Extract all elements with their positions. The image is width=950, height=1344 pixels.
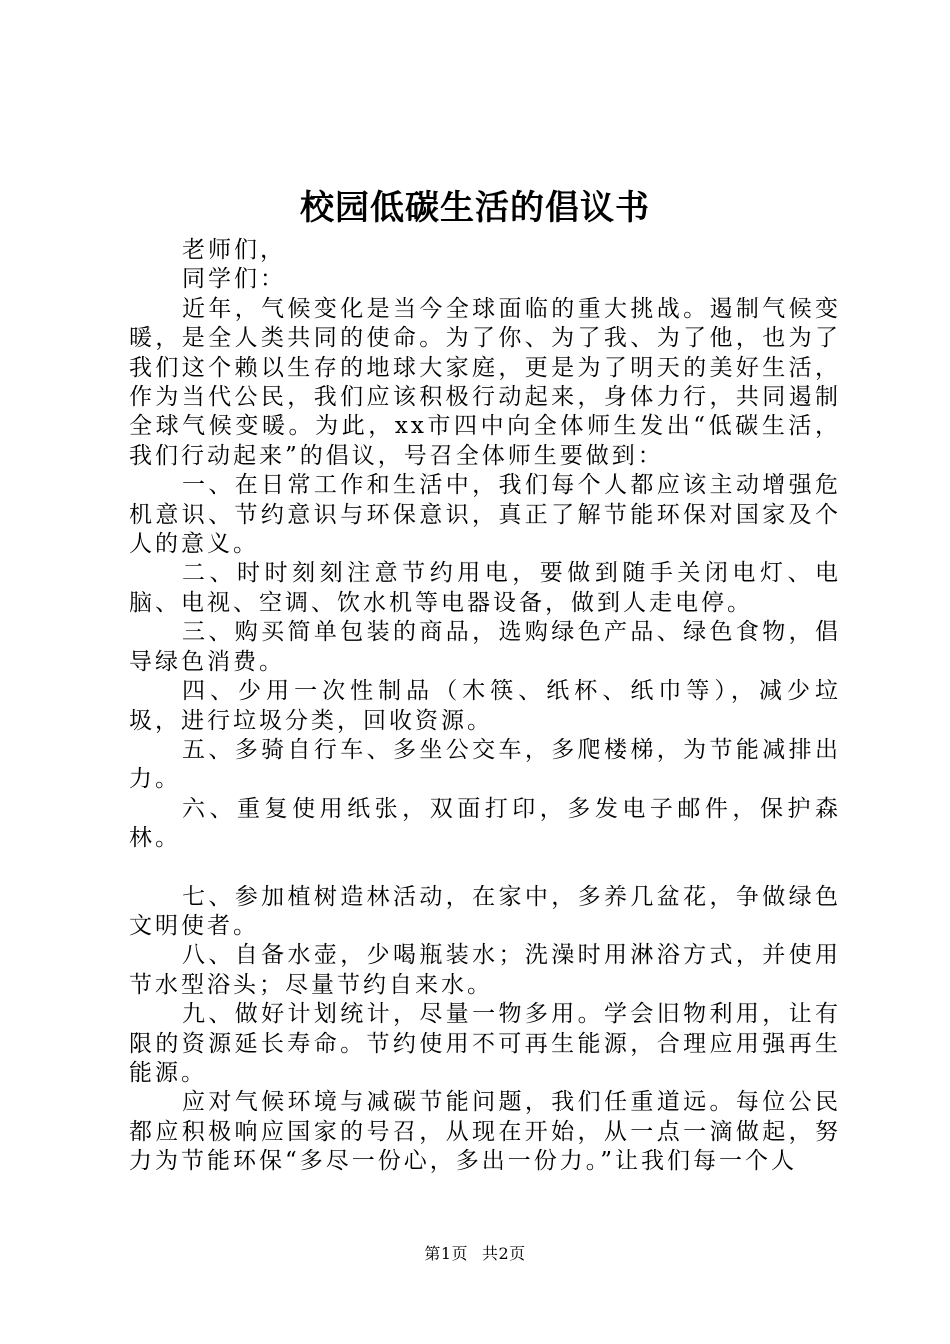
page-footer — [0, 1243, 950, 1265]
salutation-teachers: 老师们， — [182, 237, 286, 263]
document-body — [129, 236, 841, 1177]
item-paragraph-6: 六、重复使用纸张，双面打印，多发电子邮件，保护森林。 — [129, 795, 841, 852]
item-paragraph-1: 一、在日常工作和生活中，我们每个人都应该主动增强危机意识、节约意识与环保意识，真正了解节能环保对国家及个人的意义。 — [129, 472, 841, 558]
page-total: 共2页 — [482, 1244, 526, 1263]
item-paragraph-2: 二、时时刻刻注意节约用电，要做到随手关闭电灯、电脑、电视、空调、饮水机等电器设备，做到人走电停。 — [129, 560, 841, 616]
item-paragraph-7: 七、参加植树造林活动，在家中，多养几盆花，争做绿色文明使者。 — [129, 883, 841, 939]
item-paragraph-4: 四、少用一次性制品（木筷、纸杯、纸巾等），减少垃圾，进行垃圾分类，回收资源。 — [129, 678, 841, 734]
salutation-students: 同学们： — [182, 266, 286, 293]
intro-paragraph: 近年，气候变化是当今全球面临的重大挑战。遏制气候变暖，是全人类共同的使命。为了你、为了我、为了他，也为了我们这个赖以生存的地球大家庭，更是为了明天的美好生活，作为当代公民，我们应该积极行动起来，身体力行，共同遏制全球气候变暖。为此，xx市四中向全体师生发出“低碳生活，我们行动起来”的倡议，号召全体师生要做到： — [129, 295, 841, 469]
item-paragraph-8: 八、自备水壶，少喝瓶装水；洗澡时用淋浴方式，并使用节水型浴头；尽量节约自来水。 — [129, 942, 841, 998]
item-paragraph-9: 九、做好计划统计，尽量一物多用。学会旧物利用，让有限的资源延长寿命。节约使用不可再生能源，合理应用强再生能源。 — [129, 1001, 841, 1086]
page-number: 第1页 — [424, 1244, 468, 1263]
document-title: 校园低碳生活的倡议书 — [300, 188, 650, 228]
item-paragraph-5: 五、多骑自行车、多坐公交车，多爬楼梯，为节能减排出力。 — [129, 736, 841, 793]
item-paragraph-3: 三、购买简单包装的商品，选购绿色产品、绿色食物，倡导绿色消费。 — [129, 619, 841, 675]
closing-paragraph: 应对气候环境与减碳节能问题，我们任重道远。每位公民都应积极响应国家的号召，从现在开始，从一点一滴做起，努力为节能环保“多尽一份心，多出一份力。”让我们每一个人 — [129, 1089, 841, 1175]
